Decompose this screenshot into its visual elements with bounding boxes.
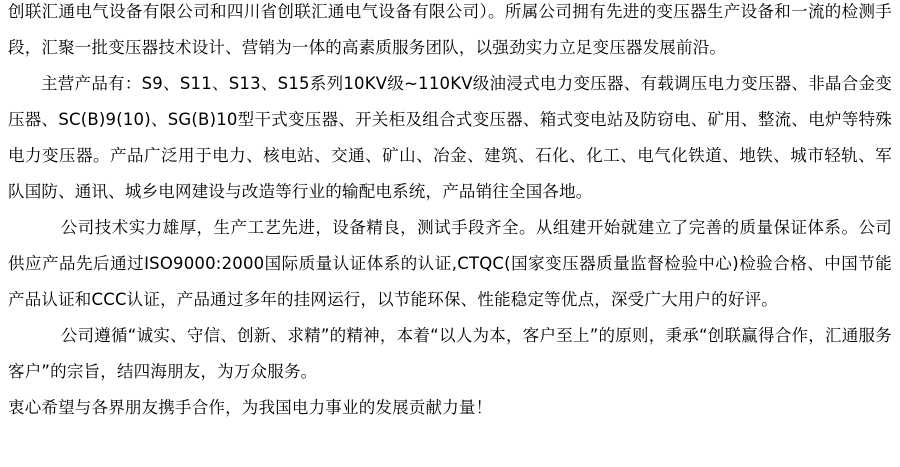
paragraph-technical-strength: 公司技术实力雄厚，生产工艺先进，设备精良，测试手段齐全。从组建开始就建立了完善的质量保证体系。公司供应产品先后通过ISO9000:2000国际质量认证体系的认证,CTQC(国家变压器质量监督检验中心)检验合格、中国节能产品认证和CCC认证，产品通过多年的挂网运行，以节能环保、性能稳定等优点，深受广大用户的好评。	[8, 218, 892, 309]
paragraph-main-products: 主营产品有：S9、S11、S13、S15系列10KV级~110KV级油浸式电力变压器、有载调压电力变压器、非晶合金变压器、SC(B)9(10)、SG(B)10型干式变压器、开关柜及组合式变压器、箱式变电站及防窃电、矿用、整流、电炉等特殊电力变压器。产品广泛用于电力、核电站、交通、矿山、冶金、建筑、石化、化工、电气化铁道、地铁、城市轻轨、军队国防、通讯、城乡电网建设与改造等行业的输配电系统，产品销往全国各地。	[8, 74, 892, 201]
paragraph-company-motto: 公司遵循“诚实、守信、创新、求精”的精神，本着“以人为本，客户至上”的原则，秉承“创联赢得合作，汇通服务客户”的宗旨，结四海朋友，为万众服务。	[8, 326, 892, 381]
paragraph-company-intro-continued: 创联汇通电气设备有限公司和四川省创联汇通电气设备有限公司）。所属公司拥有先进的变压器生产设备和一流的检测手段，汇聚一批变压器技术设计、营销为一体的高素质服务团队，以强劲实力立足变压器发展前沿。	[8, 2, 892, 57]
paragraph-closing: 衷心希望与各界朋友携手合作，为我国电力事业的发展贡献力量！	[8, 398, 493, 417]
